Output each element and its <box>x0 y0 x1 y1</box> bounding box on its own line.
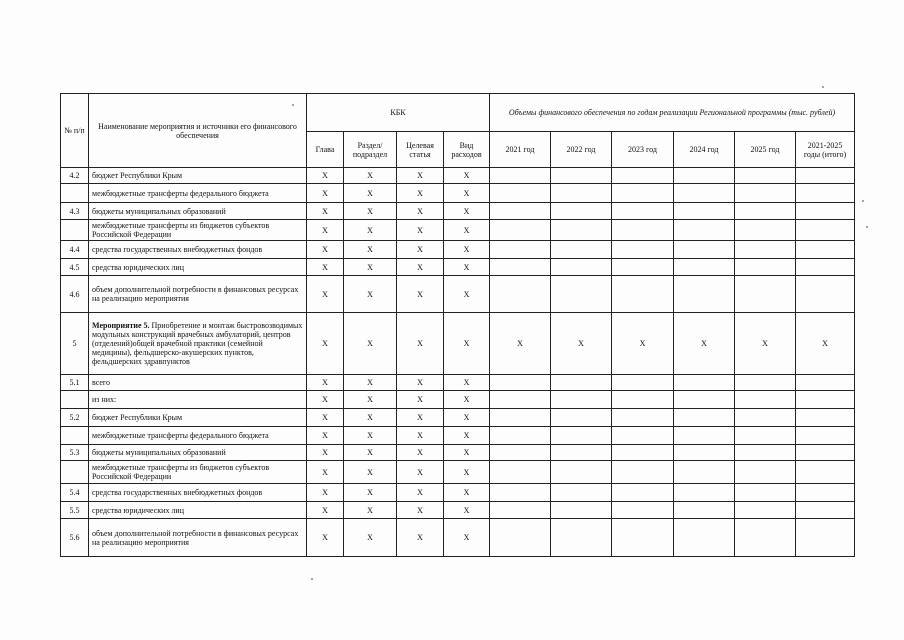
row-number: 5.4 <box>61 484 89 502</box>
row-name-cell <box>89 220 307 241</box>
kbk-cell: X <box>344 375 397 391</box>
year-value-cell: X <box>551 313 612 375</box>
year-value-cell <box>674 427 735 445</box>
row-number: 5.1 <box>61 375 89 391</box>
year-value-cell <box>490 259 551 276</box>
year-value-cell: X <box>735 313 796 375</box>
year-value-cell <box>796 184 855 203</box>
kbk-cell: X <box>307 375 344 391</box>
kbk-cell: X <box>444 445 490 461</box>
year-value-cell <box>735 203 796 220</box>
year-value-cell <box>612 484 674 502</box>
kbk-cell: X <box>344 391 397 409</box>
row-number: 4.2 <box>61 168 89 184</box>
kbk-cell: X <box>307 184 344 203</box>
year-value-cell <box>796 259 855 276</box>
header-year: 2025 год <box>735 132 796 168</box>
row-name: объем дополнительной потребности в финансовых ресурсах на реализацию мероприятия <box>92 528 299 547</box>
row-name: бюджеты муниципальных образований <box>92 206 226 216</box>
year-value-cell <box>674 168 735 184</box>
header-year: 2021 год <box>490 132 551 168</box>
year-value-cell <box>674 259 735 276</box>
table-row <box>61 375 855 391</box>
year-value-cell <box>674 391 735 409</box>
year-value-cell <box>735 168 796 184</box>
kbk-cell: X <box>344 276 397 313</box>
kbk-cell: X <box>344 484 397 502</box>
year-value-cell <box>735 220 796 241</box>
kbk-cell: X <box>444 313 490 375</box>
row-name: из них: <box>92 395 117 404</box>
kbk-cell: X <box>344 220 397 241</box>
year-value-cell <box>796 484 855 502</box>
year-value-cell <box>551 220 612 241</box>
row-name: межбюджетные трансферты федерального бюджета <box>92 431 269 440</box>
row-name-cell <box>89 203 307 220</box>
row-name-cell <box>89 445 307 461</box>
year-value-cell <box>490 519 551 557</box>
table-row <box>61 427 855 445</box>
year-value-cell <box>796 220 855 241</box>
year-value-cell <box>612 519 674 557</box>
table-row <box>61 168 855 184</box>
kbk-cell: X <box>307 519 344 557</box>
year-value-cell <box>551 461 612 484</box>
header-kbk: КБК <box>307 94 490 132</box>
row-number <box>61 427 89 445</box>
year-value-cell <box>735 259 796 276</box>
year-value-cell <box>674 241 735 259</box>
financing-table <box>60 93 855 557</box>
year-value-cell <box>490 184 551 203</box>
year-value-cell <box>490 484 551 502</box>
kbk-cell: X <box>444 203 490 220</box>
row-name-cell <box>89 502 307 519</box>
year-value-cell <box>612 445 674 461</box>
kbk-cell: X <box>307 445 344 461</box>
row-number: 5.2 <box>61 409 89 427</box>
table-row <box>61 519 855 557</box>
row-lead-label: Мероприятие 5. <box>92 321 150 330</box>
kbk-cell: X <box>344 502 397 519</box>
row-name-cell <box>89 168 307 184</box>
year-value-cell <box>612 276 674 313</box>
year-value-cell <box>796 519 855 557</box>
year-value-cell <box>735 427 796 445</box>
kbk-cell: X <box>444 184 490 203</box>
row-name-cell <box>89 375 307 391</box>
kbk-cell: X <box>344 427 397 445</box>
year-value-cell <box>735 502 796 519</box>
year-value-cell <box>735 461 796 484</box>
kbk-cell: X <box>397 203 444 220</box>
kbk-cell: X <box>397 484 444 502</box>
kbk-cell: X <box>307 409 344 427</box>
year-value-cell: X <box>674 313 735 375</box>
kbk-cell: X <box>307 502 344 519</box>
year-value-cell <box>551 391 612 409</box>
header-volumes: Объемы финансового обеспечения по годам реализации Региональной программы (тыс. рублей) <box>490 94 855 132</box>
year-value-cell <box>796 203 855 220</box>
kbk-cell: X <box>397 375 444 391</box>
kbk-cell: X <box>344 519 397 557</box>
scan-speck <box>292 104 294 106</box>
year-value-cell <box>796 241 855 259</box>
row-number: 5.3 <box>61 445 89 461</box>
year-value-cell <box>551 427 612 445</box>
kbk-cell: X <box>397 184 444 203</box>
scan-speck <box>822 86 824 88</box>
kbk-cell: X <box>397 391 444 409</box>
kbk-cell: X <box>444 461 490 484</box>
table-row <box>61 203 855 220</box>
kbk-cell: X <box>307 461 344 484</box>
year-value-cell <box>674 519 735 557</box>
row-name: средства государственных внебюджетных фондов <box>92 488 263 497</box>
year-value-cell <box>612 220 674 241</box>
year-value-cell <box>551 241 612 259</box>
year-value-cell <box>551 445 612 461</box>
year-value-cell: X <box>490 313 551 375</box>
year-value-cell <box>674 484 735 502</box>
row-name-cell <box>89 391 307 409</box>
year-value-cell <box>612 241 674 259</box>
row-number <box>61 220 89 241</box>
kbk-cell: X <box>397 241 444 259</box>
row-number: 4.5 <box>61 259 89 276</box>
year-value-cell <box>612 427 674 445</box>
table-row <box>61 259 855 276</box>
kbk-cell: X <box>397 445 444 461</box>
row-name: межбюджетные трансферты федерального бюджета <box>92 188 269 198</box>
kbk-cell: X <box>344 259 397 276</box>
row-number: 5.6 <box>61 519 89 557</box>
year-value-cell <box>796 409 855 427</box>
row-name: всего <box>92 378 111 387</box>
kbk-cell: X <box>444 375 490 391</box>
table-row <box>61 391 855 409</box>
year-value-cell <box>735 241 796 259</box>
kbk-cell: X <box>344 203 397 220</box>
kbk-cell: X <box>397 220 444 241</box>
year-value-cell <box>490 220 551 241</box>
kbk-cell: X <box>344 184 397 203</box>
kbk-cell: X <box>444 502 490 519</box>
year-value-cell <box>490 427 551 445</box>
kbk-cell: X <box>444 276 490 313</box>
table-row <box>61 445 855 461</box>
year-value-cell <box>612 375 674 391</box>
row-name-cell <box>89 427 307 445</box>
kbk-cell: X <box>397 313 444 375</box>
year-value-cell <box>612 502 674 519</box>
kbk-cell: X <box>444 168 490 184</box>
row-number <box>61 461 89 484</box>
year-value-cell <box>551 519 612 557</box>
year-value-cell <box>674 502 735 519</box>
year-value-cell <box>735 409 796 427</box>
kbk-cell: X <box>344 409 397 427</box>
year-value-cell <box>551 168 612 184</box>
year-value-cell <box>490 168 551 184</box>
table-row <box>61 484 855 502</box>
year-value-cell <box>735 375 796 391</box>
scan-speck <box>311 578 313 580</box>
row-name: бюджет Республики Крым <box>92 413 183 422</box>
year-value-cell <box>490 276 551 313</box>
year-value-cell <box>612 203 674 220</box>
kbk-cell: X <box>307 313 344 375</box>
year-value-cell <box>612 409 674 427</box>
kbk-cell: X <box>397 168 444 184</box>
kbk-cell: X <box>444 391 490 409</box>
header-year: 2022 год <box>551 132 612 168</box>
kbk-cell: X <box>444 519 490 557</box>
header-name: Наименование мероприятия и источники его финансового обеспечения <box>89 94 307 168</box>
year-value-cell <box>674 203 735 220</box>
table-row <box>61 409 855 427</box>
year-value-cell <box>796 276 855 313</box>
row-number <box>61 391 89 409</box>
year-value-cell <box>674 409 735 427</box>
year-value-cell <box>490 409 551 427</box>
year-value-cell <box>735 484 796 502</box>
header-year: 2023 год <box>612 132 674 168</box>
row-name-cell <box>89 519 307 557</box>
year-value-cell <box>490 203 551 220</box>
year-value-cell <box>551 502 612 519</box>
year-value-cell <box>796 445 855 461</box>
row-name: межбюджетные трансферты из бюджетов субъектов Российской Федерации <box>92 463 270 481</box>
scan-speck <box>862 200 864 202</box>
kbk-cell: X <box>344 445 397 461</box>
kbk-cell: X <box>344 241 397 259</box>
year-value-cell <box>735 445 796 461</box>
year-value-cell <box>612 391 674 409</box>
year-value-cell <box>796 391 855 409</box>
year-value-cell <box>551 484 612 502</box>
kbk-cell: X <box>444 259 490 276</box>
header-kbk-sub: Вид расходов <box>444 132 490 168</box>
kbk-cell: X <box>444 427 490 445</box>
kbk-cell: X <box>307 276 344 313</box>
row-name-cell <box>89 276 307 313</box>
row-name-cell <box>89 313 307 375</box>
kbk-cell: X <box>307 241 344 259</box>
year-value-cell <box>735 184 796 203</box>
year-value-cell <box>490 241 551 259</box>
kbk-cell: X <box>444 484 490 502</box>
row-number: 4.6 <box>61 276 89 313</box>
kbk-cell: X <box>344 313 397 375</box>
table-row <box>61 276 855 313</box>
row-name: средства юридических лиц <box>92 262 184 272</box>
header-num: № п/п <box>61 94 89 168</box>
year-value-cell: X <box>796 313 855 375</box>
table-row <box>61 184 855 203</box>
table-row <box>61 313 855 375</box>
kbk-cell: X <box>397 519 444 557</box>
kbk-cell: X <box>397 409 444 427</box>
row-number: 5 <box>61 313 89 375</box>
row-number: 4.4 <box>61 241 89 259</box>
table-row <box>61 241 855 259</box>
year-value-cell <box>612 184 674 203</box>
year-value-cell <box>551 409 612 427</box>
year-value-cell: X <box>612 313 674 375</box>
year-value-cell <box>735 276 796 313</box>
row-name: бюджеты муниципальных образований <box>92 448 226 457</box>
header-year: 2024 год <box>674 132 735 168</box>
row-name-cell <box>89 484 307 502</box>
table-row <box>61 502 855 519</box>
year-value-cell <box>735 391 796 409</box>
kbk-cell: X <box>397 461 444 484</box>
header-kbk-sub: Глава <box>307 132 344 168</box>
row-name: Приобретение и монтаж быстровозводимых модульных конструкций врачебных амбулаторий, центров (отделений)общей врачебной практики (семейной медицины), фельдшерско-акушерских пунктов, фельдшерских здравпунктов <box>92 321 303 366</box>
kbk-cell: X <box>307 427 344 445</box>
year-value-cell <box>674 184 735 203</box>
year-value-cell <box>612 461 674 484</box>
row-name: бюджет Республики Крым <box>92 171 183 180</box>
year-value-cell <box>551 375 612 391</box>
row-name-cell <box>89 409 307 427</box>
table-body <box>61 168 855 557</box>
kbk-cell: X <box>344 168 397 184</box>
row-number: 4.3 <box>61 203 89 220</box>
year-value-cell <box>674 375 735 391</box>
row-name-cell <box>89 259 307 276</box>
kbk-cell: X <box>307 391 344 409</box>
row-name-cell <box>89 241 307 259</box>
header-kbk-sub: Целевая статья <box>397 132 444 168</box>
row-number: 5.5 <box>61 502 89 519</box>
year-value-cell <box>674 220 735 241</box>
row-name-cell <box>89 184 307 203</box>
year-value-cell <box>551 203 612 220</box>
row-name-cell <box>89 461 307 484</box>
year-value-cell <box>796 375 855 391</box>
kbk-cell: X <box>397 427 444 445</box>
year-value-cell <box>490 461 551 484</box>
year-value-cell <box>674 445 735 461</box>
kbk-cell: X <box>307 203 344 220</box>
year-value-cell <box>735 519 796 557</box>
kbk-cell: X <box>344 461 397 484</box>
year-value-cell <box>490 445 551 461</box>
kbk-cell: X <box>307 168 344 184</box>
year-value-cell <box>796 427 855 445</box>
year-value-cell <box>612 168 674 184</box>
year-value-cell <box>796 502 855 519</box>
year-value-cell <box>490 502 551 519</box>
kbk-cell: X <box>307 220 344 241</box>
year-value-cell <box>490 391 551 409</box>
year-value-cell <box>551 276 612 313</box>
year-value-cell <box>551 259 612 276</box>
year-value-cell <box>612 259 674 276</box>
kbk-cell: X <box>444 220 490 241</box>
year-value-cell <box>674 276 735 313</box>
row-number <box>61 184 89 203</box>
kbk-cell: X <box>307 259 344 276</box>
table-row <box>61 220 855 241</box>
kbk-cell: X <box>444 409 490 427</box>
year-value-cell <box>796 168 855 184</box>
row-name: межбюджетные трансферты из бюджетов субъектов Российской Федерации <box>92 221 270 239</box>
kbk-cell: X <box>444 241 490 259</box>
kbk-cell: X <box>397 259 444 276</box>
year-value-cell <box>551 184 612 203</box>
row-name: средства юридических лиц <box>92 505 184 515</box>
row-name: средства государственных внебюджетных фондов <box>92 245 263 254</box>
kbk-cell: X <box>397 502 444 519</box>
year-value-cell <box>674 461 735 484</box>
kbk-cell: X <box>307 484 344 502</box>
year-value-cell <box>796 461 855 484</box>
row-name: объем дополнительной потребности в финансовых ресурсах на реализацию мероприятия <box>92 285 299 303</box>
table-row <box>61 461 855 484</box>
scan-speck <box>866 226 868 228</box>
header-year: 2021-2025 годы (итого) <box>796 132 855 168</box>
kbk-cell: X <box>397 276 444 313</box>
year-value-cell <box>490 375 551 391</box>
header-kbk-sub: Раздел/ подраздел <box>344 132 397 168</box>
